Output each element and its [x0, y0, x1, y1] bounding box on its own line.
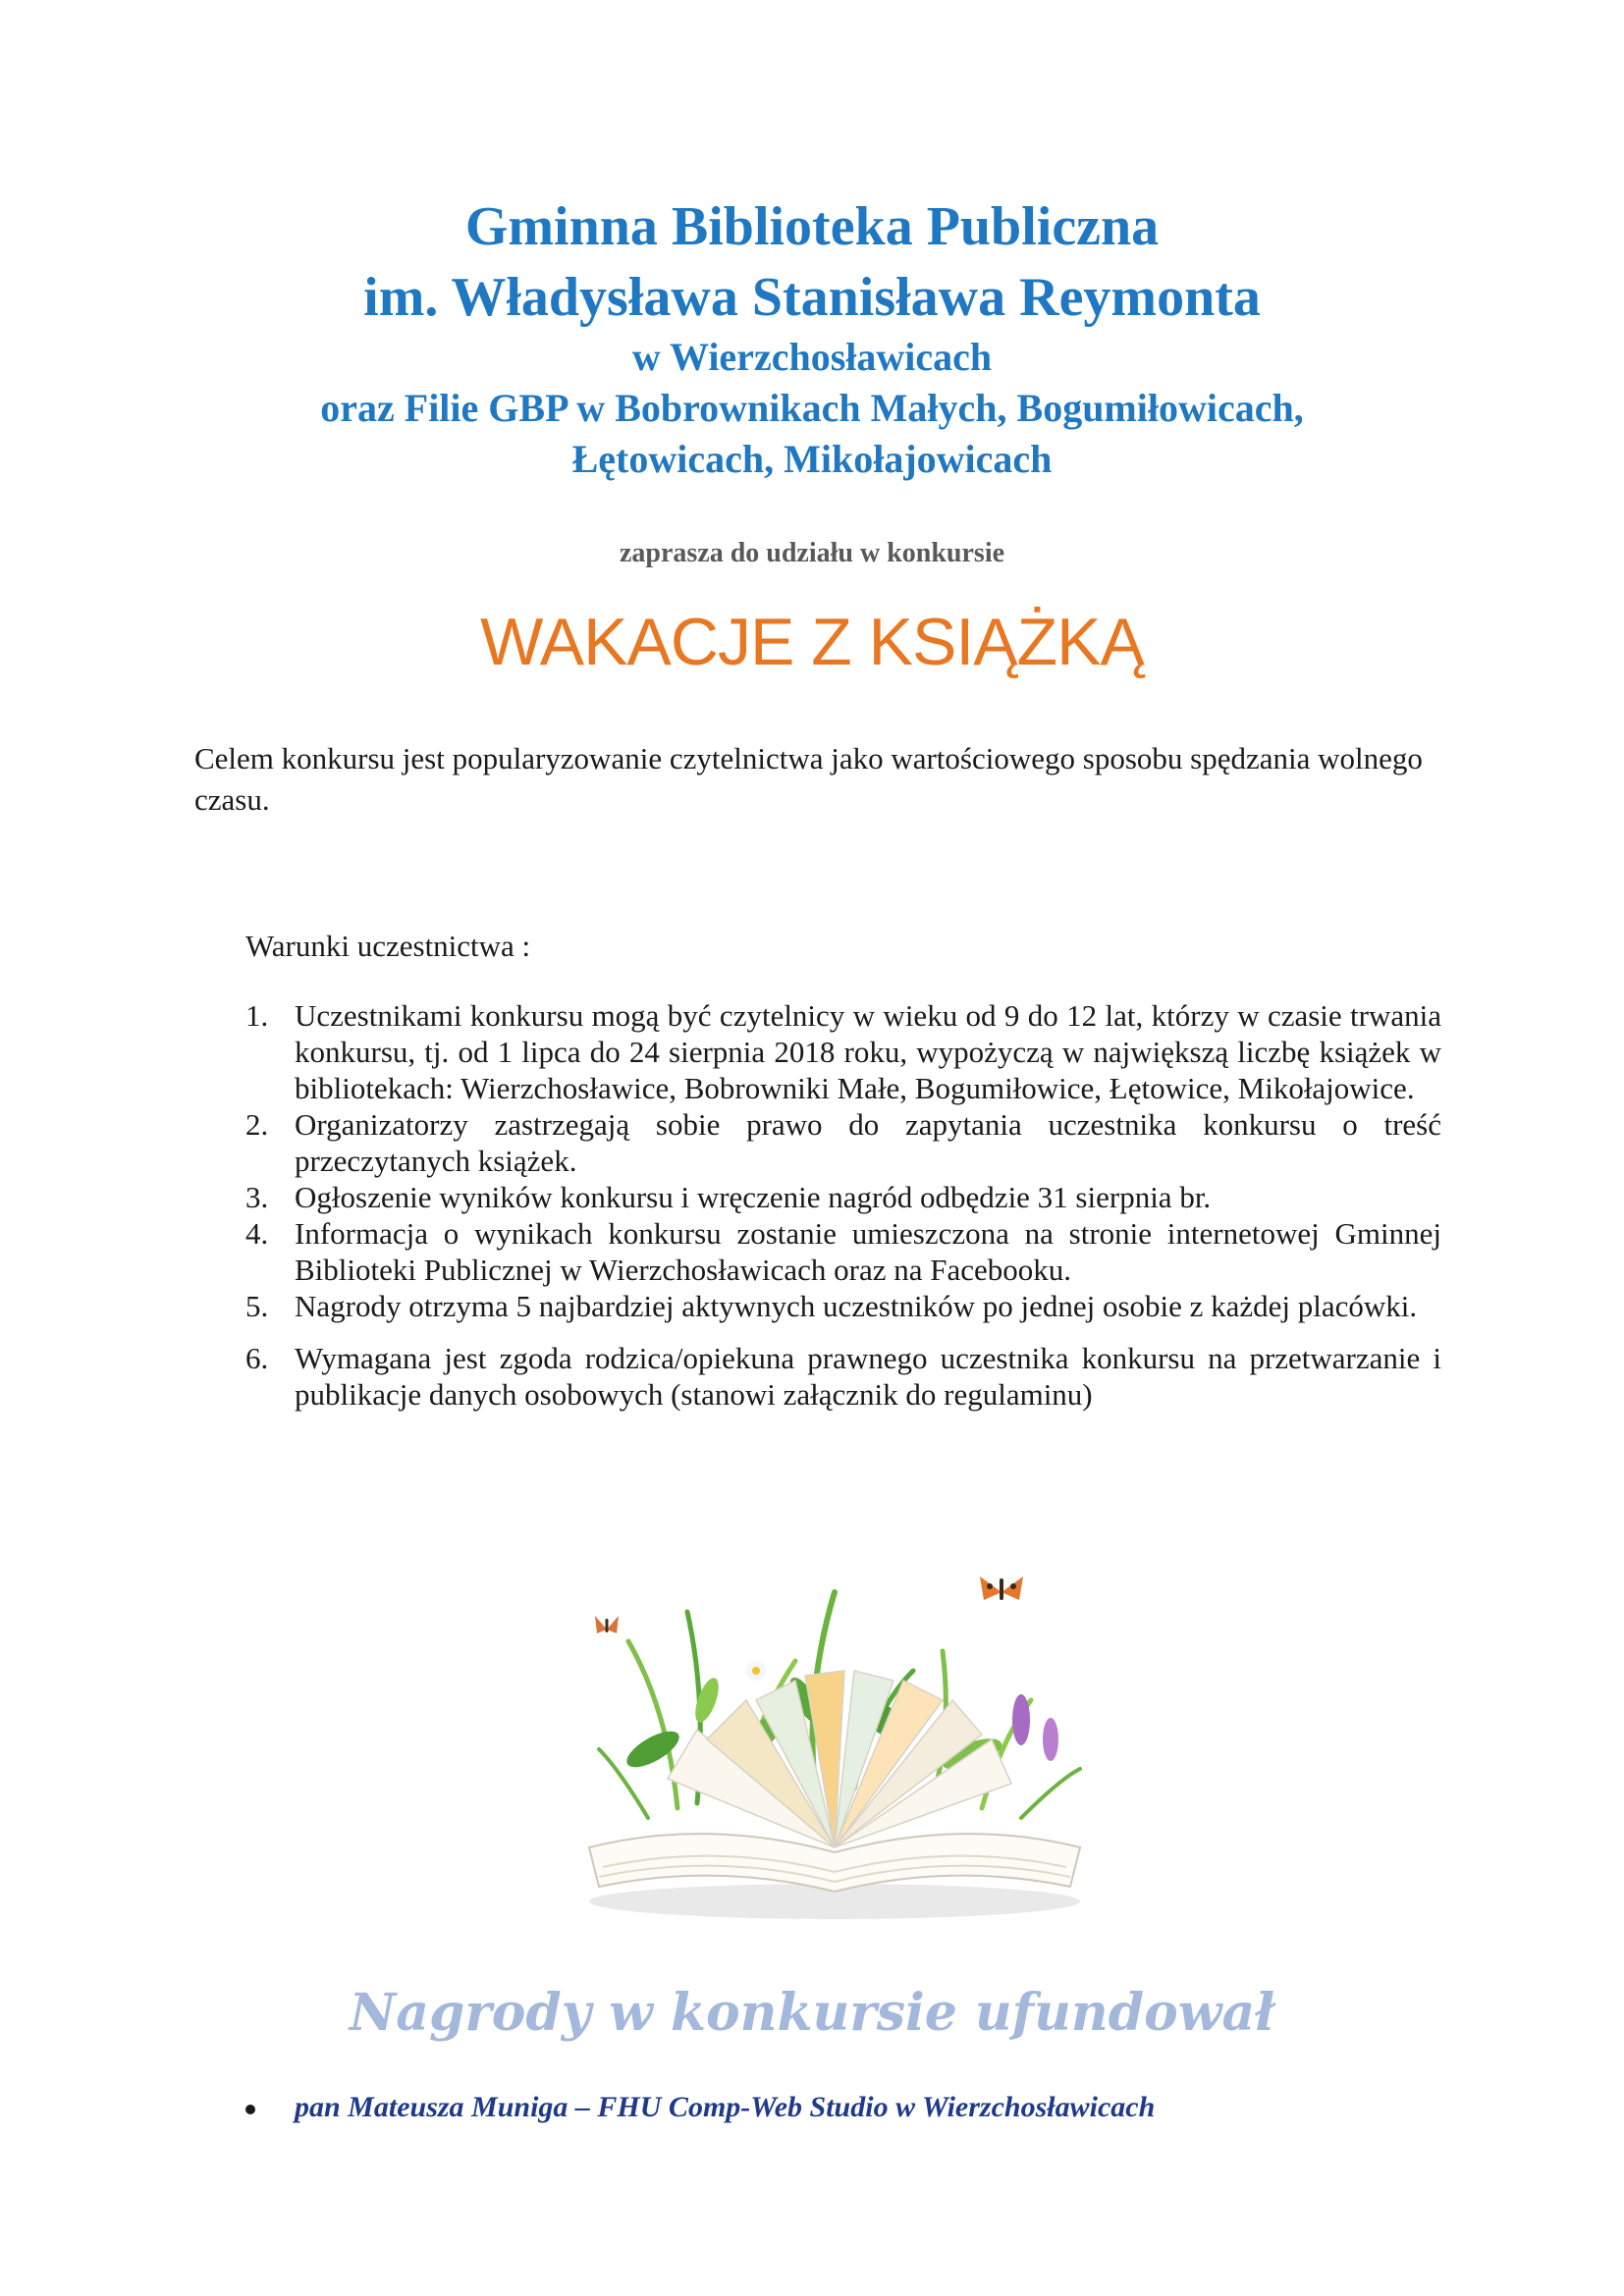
- rule-item: [245, 1288, 1441, 1324]
- library-location: w Wierzchosławicach: [631, 335, 993, 379]
- rule-item: [245, 1106, 1441, 1179]
- rule-item: [245, 1215, 1441, 1288]
- rule-text: Uczestnikami konkursu mogą być czytelnicy w wieku od 9 do 12 lat, którzy w czasie trwania konkursu, tj. od 1 lipca do 24 sierpnia 2018 roku, wypożyczą w największą liczbę książek w bibliotekach: Wierzchosławice, Bobrowniki Małe, Bogumiłowice, Łętowice, Mikołajowice.: [295, 998, 1441, 1105]
- butterfly-right: [980, 1576, 1023, 1600]
- butterfly-left: [595, 1616, 619, 1633]
- rule-number: 3.: [245, 1180, 269, 1214]
- library-patron: im. Władysława Stanisława Reymonta: [363, 267, 1261, 328]
- contest-title: WAKACJE Z KSIĄŻKĄ: [480, 605, 1144, 679]
- rule-text: Wymagana jest zgoda rodzica/opiekuna prawnego uczestnika konkursu na przetwarzanie i publikacje danych osobowych (stanowi załącznik do regulaminu): [295, 1341, 1441, 1412]
- library-name: Gminna Biblioteka Publiczna: [464, 196, 1160, 257]
- rule-text: Informacja o wynikach konkursu zostanie umieszczona na stronie internetowej Gminnej Biblioteki Publicznej w Wierzchosławicach oraz na Facebooku.: [295, 1216, 1441, 1287]
- rule-item: [245, 1179, 1441, 1215]
- contest-goal: Celem konkursu jest popularyzowanie czytelnictwa jako wartościowego sposobu spędzania wolnego czasu.: [194, 741, 1423, 817]
- rules-list: [245, 997, 1441, 1413]
- library-branches: oraz Filie GBP w Bobrownikach Małych, Bogumiłowicach,: [320, 386, 1304, 430]
- rule-number: 4.: [245, 1216, 269, 1251]
- prizes-heading: Nagrody w konkursie ufundował: [349, 1983, 1275, 2043]
- rule-number: 1.: [245, 998, 269, 1033]
- bullet-icon: [245, 2105, 255, 2114]
- library-branches-cont: Łętowicach, Mikołajowicach: [571, 437, 1053, 481]
- rule-number: 6.: [245, 1341, 269, 1375]
- rule-item: [245, 997, 1441, 1106]
- rule-number: 2.: [245, 1107, 269, 1142]
- invite-text: zaprasza do udziału w konkursie: [619, 538, 1005, 568]
- open-book-illustration: [560, 1553, 1110, 1926]
- rule-text: Organizatorzy zastrzegają sobie prawo do zapytania uczestnika konkursu o treść przeczytanych książek.: [295, 1107, 1441, 1178]
- rule-number: 5.: [245, 1289, 269, 1323]
- sponsor-item: [245, 2091, 1155, 2124]
- sponsor-text: pan Mateusza Muniga – FHU Comp-Web Studio w Wierzchosławicach: [295, 2091, 1156, 2123]
- conditions-heading: Warunki uczestnictwa :: [245, 929, 531, 963]
- rule-text: Ogłoszenie wyników konkursu i wręczenie nagród odbędzie 31 sierpnia br.: [295, 1180, 1212, 1214]
- rule-item: [245, 1340, 1441, 1413]
- rule-text: Nagrody otrzyma 5 najbardziej aktywnych uczestników po jednej osobie z każdej placówki.: [295, 1289, 1418, 1323]
